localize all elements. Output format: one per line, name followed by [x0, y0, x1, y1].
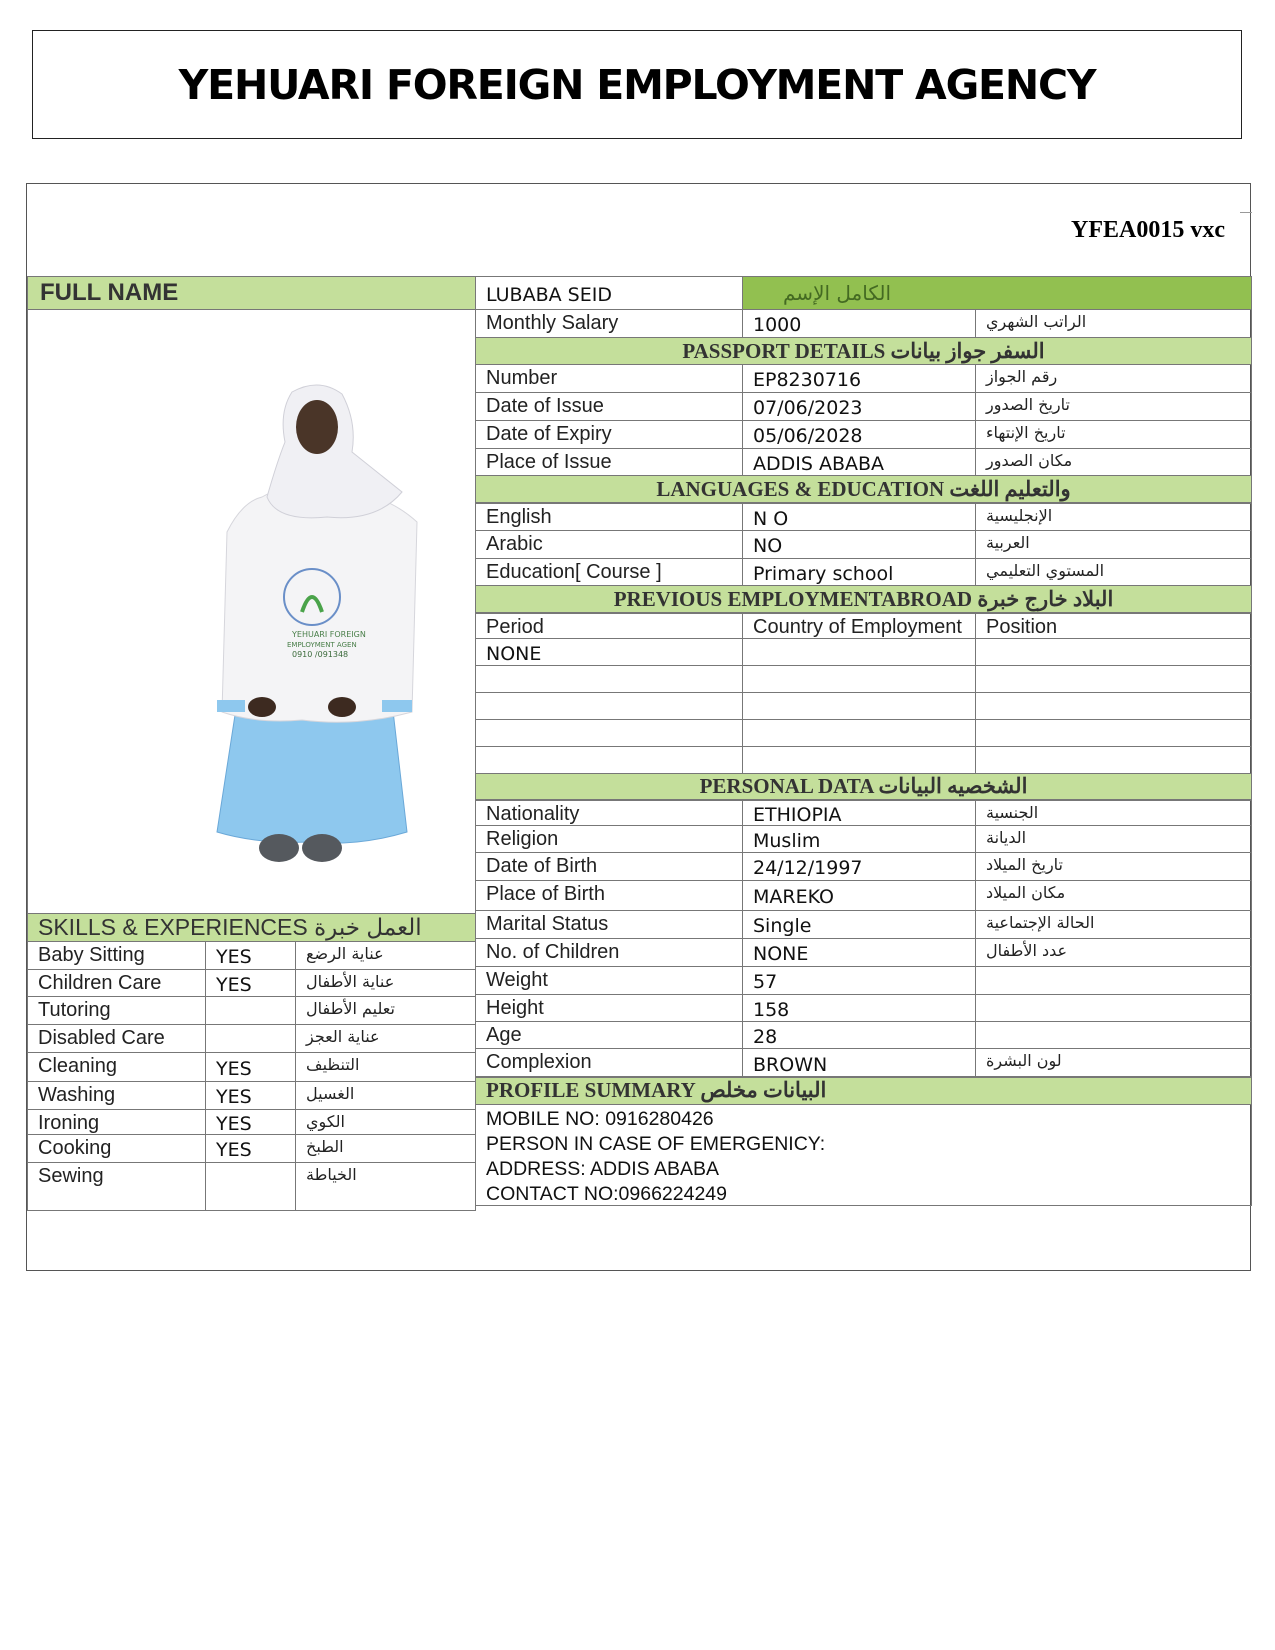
skill-label-ar: الطبخ: [295, 1134, 476, 1163]
language-row-label: Arabic: [475, 530, 743, 559]
personal-row-label-ar: [975, 966, 1252, 995]
right-hand: [328, 697, 356, 717]
employment-cell: [475, 746, 743, 774]
skill-value: [205, 1024, 296, 1053]
personal-row-value: 57: [742, 966, 976, 995]
personal-row-label-ar: [975, 994, 1252, 1022]
passport-row-value: EP8230716: [742, 364, 976, 393]
employment-col-period: Period: [475, 613, 743, 639]
skill-value: YES: [205, 1052, 296, 1082]
salary-label: Monthly Salary: [475, 309, 743, 338]
passport-row-label: Number: [475, 364, 743, 393]
hijab-shape: [267, 385, 402, 518]
language-row-value: NO: [742, 530, 976, 559]
personal-row-label-ar: عدد الأطفال: [975, 938, 1252, 967]
skill-label: Children Care: [27, 969, 206, 997]
shirt-text-1: YEHUARI FOREIGN: [292, 630, 366, 639]
personal-row-label: Marital Status: [475, 910, 743, 939]
skill-label-ar: الغسيل: [295, 1081, 476, 1110]
cv-form: [26, 183, 1251, 1271]
full-name-label: FULL NAME: [27, 276, 476, 310]
employment-cell: [742, 665, 976, 693]
personal-row-label: Place of Birth: [475, 880, 743, 911]
employment-cell: [742, 746, 976, 774]
skill-label-ar: عناية الأطفال: [295, 969, 476, 997]
applicant-photo: [207, 382, 447, 882]
employment-cell: [975, 692, 1252, 720]
languages-header: LANGUAGES & EDUCATION والتعليم اللغت: [475, 475, 1252, 503]
skill-label-ar: الكوي: [295, 1109, 476, 1135]
employment-cell: NONE: [475, 638, 743, 666]
personal-row-label: Date of Birth: [475, 852, 743, 881]
personal-row-label: Complexion: [475, 1048, 743, 1078]
passport-row-value: 05/06/2028: [742, 420, 976, 449]
personal-row-value: NONE: [742, 938, 976, 967]
language-row-label-ar: الإنجليسية: [975, 503, 1252, 531]
skill-label: Ironing: [27, 1109, 206, 1135]
passport-row-label: Place of Issue: [475, 448, 743, 476]
skill-label-ar: عناية العجز: [295, 1024, 476, 1053]
personal-row-label: Nationality: [475, 800, 743, 826]
employment-cell: [475, 719, 743, 747]
employment-cell: [742, 638, 976, 666]
personal-row-label: Height: [475, 994, 743, 1022]
employment-cell: [975, 638, 1252, 666]
personal-row-label-ar: الحالة الإجتماعية: [975, 910, 1252, 939]
language-row-label-ar: العربية: [975, 530, 1252, 559]
reference-code: YFEA0015 vxc: [1071, 217, 1225, 243]
employment-col-country: Country of Employment: [742, 613, 976, 639]
personal-row-value: Muslim: [742, 825, 976, 853]
language-row-value: N O: [742, 503, 976, 531]
skill-value: YES: [205, 941, 296, 970]
personal-row-label-ar: الديانة: [975, 825, 1252, 853]
passport-row-label: Date of Expiry: [475, 420, 743, 449]
face-shape: [296, 400, 338, 454]
personal-row-value: BROWN: [742, 1048, 976, 1078]
left-shoe: [259, 834, 299, 862]
full-name-value: LUBABA SEID: [475, 276, 743, 310]
passport-header: PASSPORT DETAILS السفر جواز بيانات: [475, 337, 1252, 365]
personal-row-label-ar: مكان الميلاد: [975, 880, 1252, 911]
personal-row-label-ar: لون البشرة: [975, 1048, 1252, 1078]
left-cuff: [217, 700, 245, 712]
right-cuff: [382, 700, 412, 712]
skill-value: [205, 1162, 296, 1211]
skill-label: Cooking: [27, 1134, 206, 1163]
personal-row-value: 158: [742, 994, 976, 1022]
personal-header: PERSONAL DATA الشخصيه البيانات: [475, 773, 1252, 800]
skirt-shape: [217, 702, 407, 843]
personal-row-value: MAREKO: [742, 880, 976, 911]
personal-row-value: Single: [742, 910, 976, 939]
agency-title: YEHUARI FOREIGN EMPLOYMENT AGENCY: [178, 60, 1096, 109]
personal-row-label: No. of Children: [475, 938, 743, 967]
language-row-label-ar: المستوي التعليمي: [975, 558, 1252, 586]
skill-value: YES: [205, 1134, 296, 1163]
language-row-label: English: [475, 503, 743, 531]
shirt-text-3: 0910 /091348: [292, 650, 349, 659]
employment-cell: [975, 665, 1252, 693]
passport-row-label-ar: مكان الصدور: [975, 448, 1252, 476]
personal-row-value: 24/12/1997: [742, 852, 976, 881]
profile-line: CONTACT NO:0966224249: [486, 1183, 727, 1205]
passport-row-label-ar: رقم الجواز: [975, 364, 1252, 393]
personal-row-label-ar: تاريخ الميلاد: [975, 852, 1252, 881]
passport-row-label-ar: تاريخ الصدور: [975, 392, 1252, 421]
shirt-text-2: EMPLOYMENT AGEN: [287, 641, 357, 649]
salary-label-ar: الراتب الشهري: [975, 309, 1252, 338]
skills-header: SKILLS & EXPERIENCES العمل خبرة: [27, 913, 476, 942]
profile-body: [475, 1104, 1252, 1206]
left-hand: [248, 697, 276, 717]
employment-cell: [742, 719, 976, 747]
employment-cell: [475, 692, 743, 720]
personal-row-label: Religion: [475, 825, 743, 853]
personal-row-value: 28: [742, 1021, 976, 1049]
passport-row-value: 07/06/2023: [742, 392, 976, 421]
profile-line: MOBILE NO: 0916280426: [486, 1108, 714, 1130]
skill-label: Baby Sitting: [27, 941, 206, 970]
profile-header: PROFILE SUMMARY البيانات مخلص: [475, 1076, 1252, 1105]
title-box: [32, 30, 1242, 139]
profile-line: PERSON IN CASE OF EMERGENICY:: [486, 1133, 826, 1155]
skill-value: YES: [205, 1109, 296, 1135]
language-row-value: Primary school: [742, 558, 976, 586]
personal-row-value: ETHIOPIA: [742, 800, 976, 826]
personal-row-label: Age: [475, 1021, 743, 1049]
skill-label: Sewing: [27, 1162, 206, 1211]
skill-value: YES: [205, 1081, 296, 1110]
skill-label-ar: عناية الرضع: [295, 941, 476, 970]
skill-label-ar: التنظيف: [295, 1052, 476, 1082]
skill-label: Washing: [27, 1081, 206, 1110]
passport-row-label: Date of Issue: [475, 392, 743, 421]
personal-row-label: Weight: [475, 966, 743, 995]
skill-label: Tutoring: [27, 996, 206, 1025]
skill-label-ar: تعليم الأطفال: [295, 996, 476, 1025]
employment-cell: [975, 719, 1252, 747]
employment-col-position: Position: [975, 613, 1252, 639]
employment-cell: [975, 746, 1252, 774]
full-name-label-ar: الكامل الإسم: [742, 276, 1252, 310]
corner-line: [1240, 212, 1252, 213]
skill-value: [205, 996, 296, 1025]
skill-value: YES: [205, 969, 296, 997]
salary-value: 1000: [742, 309, 976, 338]
personal-row-label-ar: [975, 1021, 1252, 1049]
skill-label-ar: الخياطة: [295, 1162, 476, 1211]
employment-header: PREVIOUS EMPLOYMENTABROAD البلاد خارج خبرة: [475, 585, 1252, 613]
profile-line: ADDRESS: ADDIS ABABA: [486, 1158, 720, 1180]
right-shoe: [302, 834, 342, 862]
employment-cell: [742, 692, 976, 720]
personal-row-label-ar: الجنسية: [975, 800, 1252, 826]
employment-cell: [475, 665, 743, 693]
passport-row-label-ar: تاريخ الإنتهاء: [975, 420, 1252, 449]
passport-row-value: ADDIS ABABA: [742, 448, 976, 476]
language-row-label: Education[ Course ]: [475, 558, 743, 586]
skill-label: Disabled Care: [27, 1024, 206, 1053]
skill-label: Cleaning: [27, 1052, 206, 1082]
